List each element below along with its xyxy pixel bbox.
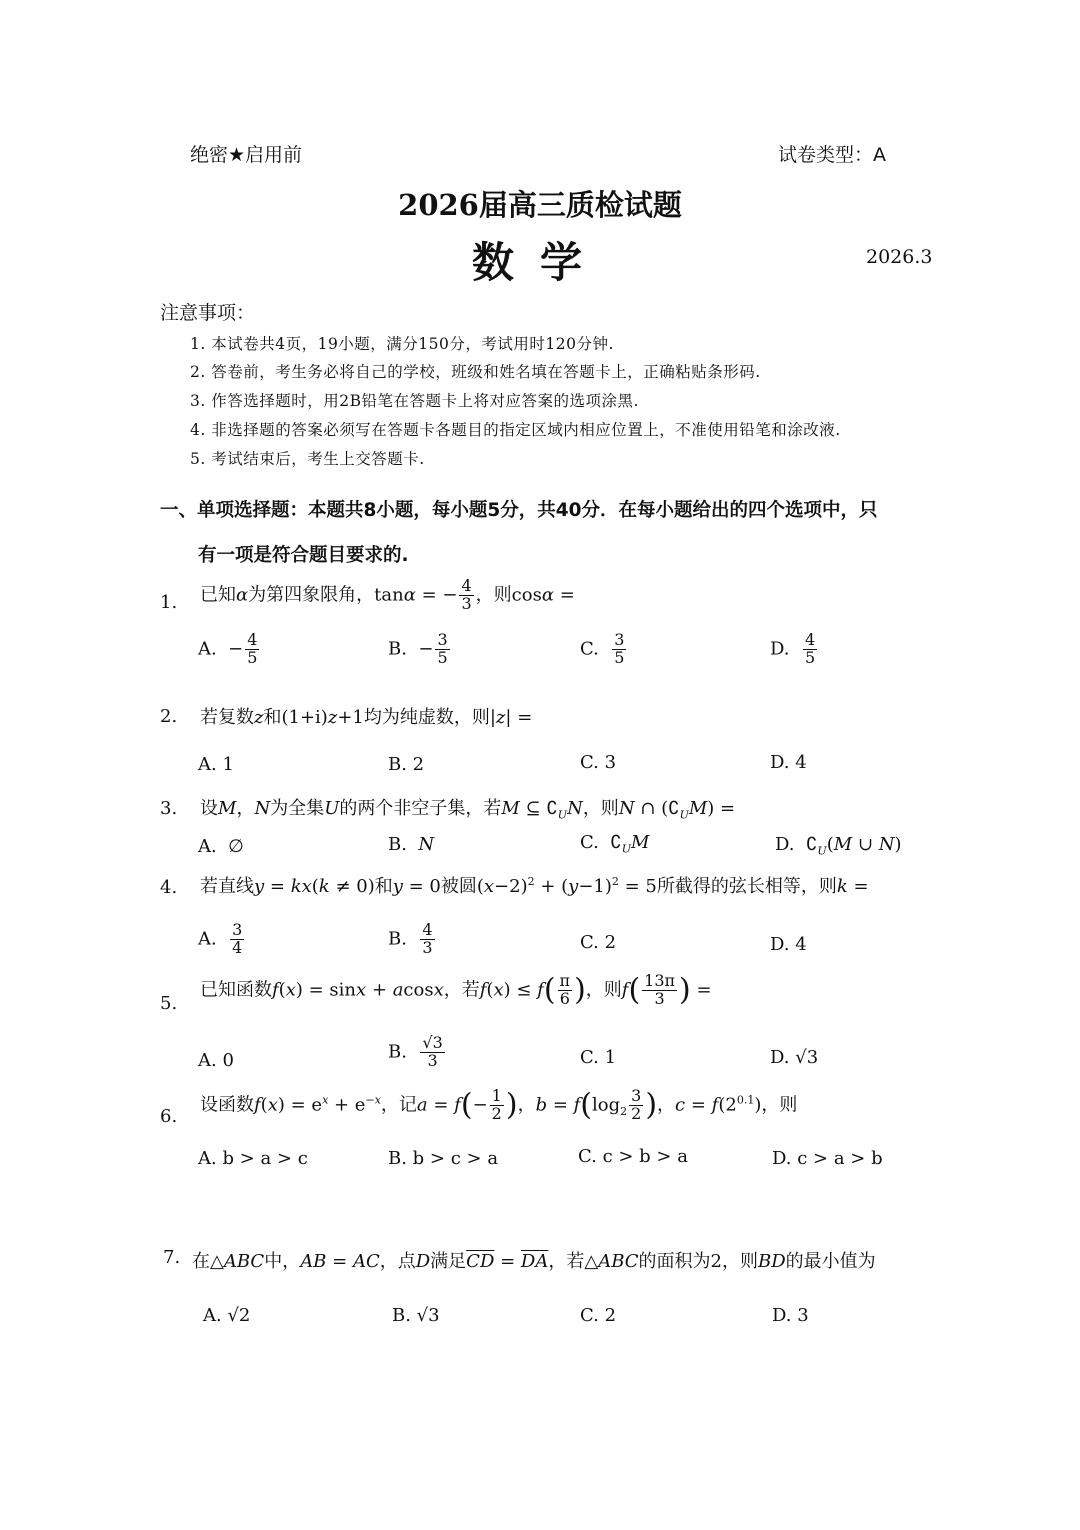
- option-a[interactable]: A. b > a > c: [198, 1148, 308, 1169]
- notes-heading: 注意事项：: [160, 302, 256, 324]
- option-d[interactable]: D. 3: [772, 1305, 809, 1326]
- option-d[interactable]: D. 4: [770, 752, 807, 773]
- note-item: 1. 本试卷共4页，19小题，满分150分，考试用时120分钟.: [190, 335, 614, 353]
- option-c[interactable]: C. 2: [580, 932, 617, 953]
- option-a[interactable]: A. − $\frac{4}{5}$: [198, 630, 258, 667]
- option-a[interactable]: A. 0: [198, 1050, 234, 1071]
- question-stem: 若直线y = kx(k ≠ 0)和y = 0被圆$(x-2)^2 + (y-1)^2 = 5$所截得的弦长相等，则k =: [200, 875, 869, 897]
- option-b[interactable]: B. √3: [392, 1305, 440, 1326]
- question-stem: 已知函数f(x) = sinx + acosx，若f(x) ≤ f( $\frac{\pi}{6}$ )，则f( $\frac{13\pi}{3}$ ) =: [200, 971, 712, 1008]
- option-c[interactable]: C. $∁_UM$: [580, 832, 650, 856]
- option-b[interactable]: B. $\frac{4}{3}$: [388, 920, 433, 957]
- question-number: 3.: [160, 798, 178, 819]
- question-number: 1.: [160, 592, 178, 613]
- question-number: 6.: [160, 1106, 178, 1127]
- option-d[interactable]: D. 4: [770, 934, 807, 955]
- question-stem: 设函数$f(x) = e^x + e^{-x}$，记a = f(− $\frac{1}{2}$ )，$b = f(\log_2$ $\frac{3}{2}$ )，$c = f(2^{0.1})$，则: [200, 1086, 798, 1123]
- option-a[interactable]: A. ∅: [198, 836, 244, 857]
- note-item: 2. 答卷前，考生务必将自己的学校，班级和姓名填在答题卡上，正确粘贴条形码.: [190, 363, 761, 381]
- option-b[interactable]: B. $\frac{√3}{3}$: [388, 1033, 443, 1070]
- option-d[interactable]: D. $\frac{4}{5}$: [770, 630, 816, 667]
- question-number: 4.: [160, 877, 178, 898]
- option-c[interactable]: C. 1: [580, 1047, 617, 1068]
- confidential-label: 绝密★启用前: [190, 144, 303, 166]
- question-stem: 已知α为第四象限角，tanα = − $\frac{4}{3}$ ，则cosα =: [200, 576, 575, 613]
- exam-title: 2026届高三质检试题: [398, 188, 682, 222]
- option-a[interactable]: A. 1: [198, 754, 234, 775]
- option-c[interactable]: C. c > b > a: [578, 1146, 688, 1167]
- question-number: 7.: [163, 1247, 181, 1268]
- note-item: 3. 作答选择题时，用2B铅笔在答题卡上将对应答案的选项涂黑.: [190, 392, 639, 410]
- option-a[interactable]: A. √2: [203, 1305, 251, 1326]
- subject-title: 数学: [471, 238, 608, 287]
- section-heading-cont: 有一项是符合题目要求的.: [198, 545, 409, 566]
- section-heading: 一、单项选择题：本题共8小题，每小题5分，共40分．在每小题给出的四个选项中，只: [160, 500, 878, 521]
- question-number: 5.: [160, 993, 178, 1014]
- option-c[interactable]: C. 3: [580, 752, 617, 773]
- note-item: 4. 非选择题的答案必须写在答题卡各题目的指定区域内相应位置上，不准使用铅笔和涂改液.: [190, 421, 841, 439]
- option-d[interactable]: D. c > a > b: [772, 1148, 883, 1169]
- note-item: 5. 考试结束后，考生上交答题卡.: [190, 450, 425, 468]
- question-stem: 若复数z和(1+i)z+1均为纯虚数，则|z| =: [200, 707, 533, 728]
- question-stem: 设M，N为全集U的两个非空子集，若M ⊆ $∁_UN$，则N ∩ $(∁_UM)$ =: [200, 798, 736, 822]
- option-b[interactable]: B. − $\frac{3}{5}$: [388, 630, 448, 667]
- option-d[interactable]: D. $∁_U(M$ ∪ N): [775, 834, 902, 858]
- paper-type-label: 试卷类型：A: [778, 144, 886, 166]
- option-a[interactable]: A. $\frac{3}{4}$: [198, 920, 243, 957]
- question-number: 2.: [160, 706, 178, 727]
- option-c[interactable]: C. $\frac{3}{5}$: [580, 630, 625, 667]
- exam-date: 2026.3: [866, 246, 933, 268]
- option-d[interactable]: D. √3: [770, 1047, 819, 1068]
- option-b[interactable]: B. b > c > a: [388, 1148, 499, 1169]
- option-c[interactable]: C. 2: [580, 1305, 617, 1326]
- option-b[interactable]: B. N: [388, 834, 435, 855]
- question-stem: 在△ABC中，AB = AC，点D满足$\overline{CD} = \overline{DA}$，若△ABC的面积为2，则BD的最小值为: [192, 1251, 876, 1272]
- option-b[interactable]: B. 2: [388, 754, 425, 775]
